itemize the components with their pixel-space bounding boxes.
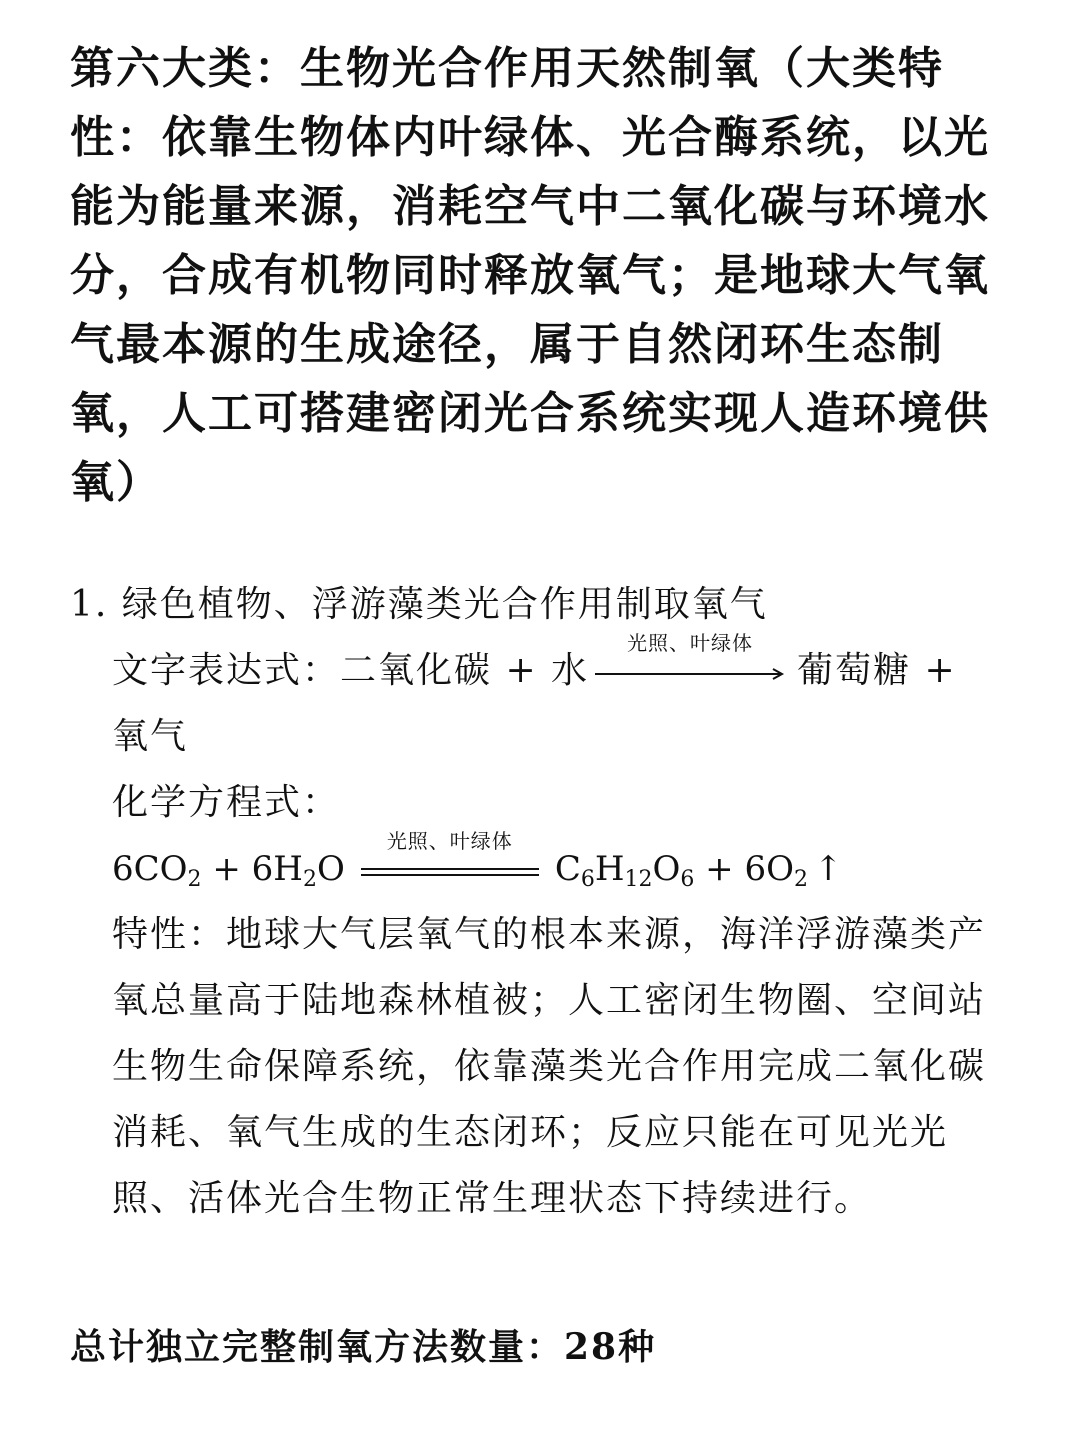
total-count: 总计独立完整制氧方法数量：28种 (70, 1326, 657, 1368)
equals-arrow-icon (361, 867, 539, 877)
reaction-condition (361, 829, 539, 889)
reaction-condition-label: 光照、叶绿体 (386, 829, 513, 853)
word-equation (70, 631, 1002, 770)
category-heading: 第六大类：生物光合作用天然制氧（大类特性：依靠生物体内叶绿体、光合酶系统，以光能为能量来源，消耗空气中二氧化碳与环境水分，合成有机物同时释放氧气；是地球大气氧气最本源的生成途径，属于自然闭环生态制氧，人工可搭建密闭光合系统实现人造环境供氧） (70, 43, 990, 508)
product-glucose: $C_6H_{12}O_6$ (554, 849, 695, 892)
reactant-co2: $6CO_2$ (112, 849, 202, 892)
chemical-equation-label: 化学方程式： (112, 782, 341, 823)
word-equation-suffix: 葡萄糖 + 氧气 (112, 650, 957, 757)
plus-sign: + (694, 849, 745, 889)
word-equation-prefix: 文字表达式：二氧化碳 + 水 (112, 650, 590, 691)
reactant-h2o: $6H_2O$ (251, 849, 345, 892)
plus-sign: + (201, 849, 252, 889)
method-section (70, 572, 1020, 1232)
method-title: 1. 绿色植物、浮游藻类光合作用制取氧气 (70, 584, 768, 625)
gas-arrow-icon: ↑ (813, 849, 843, 889)
arrow-right-icon (595, 667, 785, 681)
chemical-equation (70, 829, 1020, 902)
condition-arrow (595, 631, 785, 693)
condition-label: 光照、叶绿体 (627, 631, 754, 655)
product-o2: $6O_2$ (744, 849, 808, 892)
method-properties: 特性：地球大气层氧气的根本来源，海洋浮游藻类产氧总量高于陆地森林植被；人工密闭生物圈、空间站生物生命保障系统，依靠藻类光合作用完成二氧化碳消耗、氧气生成的生态闭环；反应只能在可见光光照、活体光合生物正常生理状态下持续进行。 (112, 914, 987, 1219)
